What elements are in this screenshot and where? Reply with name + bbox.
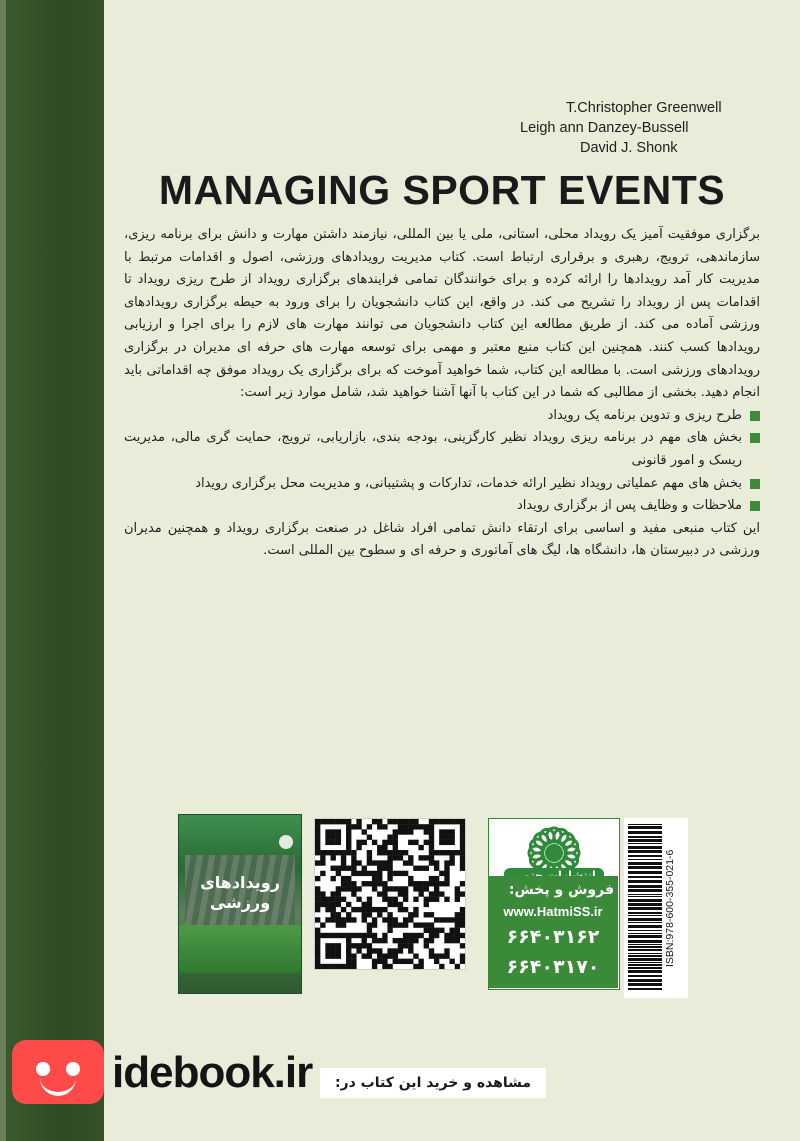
topics-list [124,405,760,518]
isbn-number: ISBN:978-600-355-021-6 [664,849,676,967]
logo-eye [66,1062,80,1076]
green-square-bullet-icon [750,433,760,443]
topic-item [124,495,760,518]
topic-text: طرح ریزی و تدوین برنامه یک رویداد [547,407,742,423]
front-cover-thumbnail [178,814,302,994]
ad-logo-text[interactable]: idebook.ir [112,1048,313,1097]
publisher-phone: ۶۶۴۰۳۱۷۰ [506,956,600,978]
green-square-bullet-icon [750,501,760,511]
authors-block [520,98,750,158]
spine-edge [0,0,6,1141]
topic-item [124,427,760,472]
isbn-barcode-area [624,818,688,998]
qr-code-icon [315,819,465,969]
smiley-logo-icon [12,1040,104,1104]
topic-text: بخش های مهم عملیاتی رویداد نظیر ارائه خدمات، تدارکات و پشتیبانی، و مدیریت محل برگزاری رویداد [195,475,742,491]
description-block [124,224,760,563]
barcode-icon [628,822,662,994]
ad-strip [0,1040,800,1130]
author-name: David J. Shonk [580,140,678,156]
description-intro: برگزاری موفقیت آمیز یک رویداد محلی، استانی، ملی یا بین المللی، نیازمند داشتن مهارت و دانش برای برنامه ریزی، سازماندهی، ترویج، رهبری و برقراری ارتباط است. کتاب مدیریت رویدادهای ورزشی، اصول و اقدامات مرتبط با مدیریت کار آمد رویدادها را ارائه کرده و برای خوانندگان تمامی فرایندهای برگزاری رویداد از طرح ریزی رویداد تا اقدامات پس از رویداد را تشریح می کند. در واقع، این کتاب دانشجویان را برای ورود به حیطه برگزاری رویدادهای ورزشی آماده می کند. از طریق مطالعه این کتاب دانشجویان می توانند مهارت های لازم را برای اجرا و ارزیابی رویدادها کسب کنند. همچنین این کتاب منبع معتبر و مهمی برای توسعه مهارت های حرفه ای مدیران در برگزاری رویدادهای ورزشی است. با مطالعه این کتاب، شما خواهید آموخت که برای برگزاری یک رویداد موفق چه اقداماتی باید انجام دهید. بخشی از مطالبی که شما در این کتاب با آنها آشنا خواهید شد، شامل موارد زیر است: [124,227,760,401]
publisher-phone: ۶۶۴۰۳۱۶۲ [506,926,600,948]
topic-text: ملاحظات و وظایف پس از برگزاری رویداد [516,498,742,514]
logo-mouth [40,1078,76,1096]
topic-text: بخش های مهم در برنامه ریزی رویداد نظیر کارگزینی، بودجه بندی، بازاریابی، ترویج، حمایت گری مالی، مدیریت ریسک و امور قانونی [124,430,742,468]
sales-panel [488,876,618,988]
author-name: Leigh ann Danzey-Bussell [520,120,689,136]
author-name: T.Christopher Greenwell [566,100,722,116]
qr-code [314,818,466,970]
topic-item [124,473,760,496]
description-closing: این کتاب منبعی مفید و اساسی برای ارتقاء دانش تمامی افراد شاغل در صنعت برگزاری رویداد و همچنین مدیران ورزشی در دبیرستان ها، دانشگاه ها، لیگ های آماتوری و حرفه ای و سطوح بین المللی است. [124,520,760,559]
green-square-bullet-icon [750,411,760,421]
book-title: MANAGING SPORT EVENTS [158,167,726,213]
book-spine [0,0,104,1141]
thumbnail-publisher-logo-icon [279,835,293,849]
sales-label: فروش و پخش: [508,882,614,898]
ad-caption: مشاهده و خرید این کتاب در: [320,1068,546,1098]
publisher-website: www.HatmiSS.ir [503,904,603,919]
field-image [179,925,301,973]
logo-eye [36,1062,50,1076]
green-square-bullet-icon [750,479,760,489]
thumbnail-title: رویدادهای ورزشی [200,873,280,912]
topic-item [124,405,760,428]
